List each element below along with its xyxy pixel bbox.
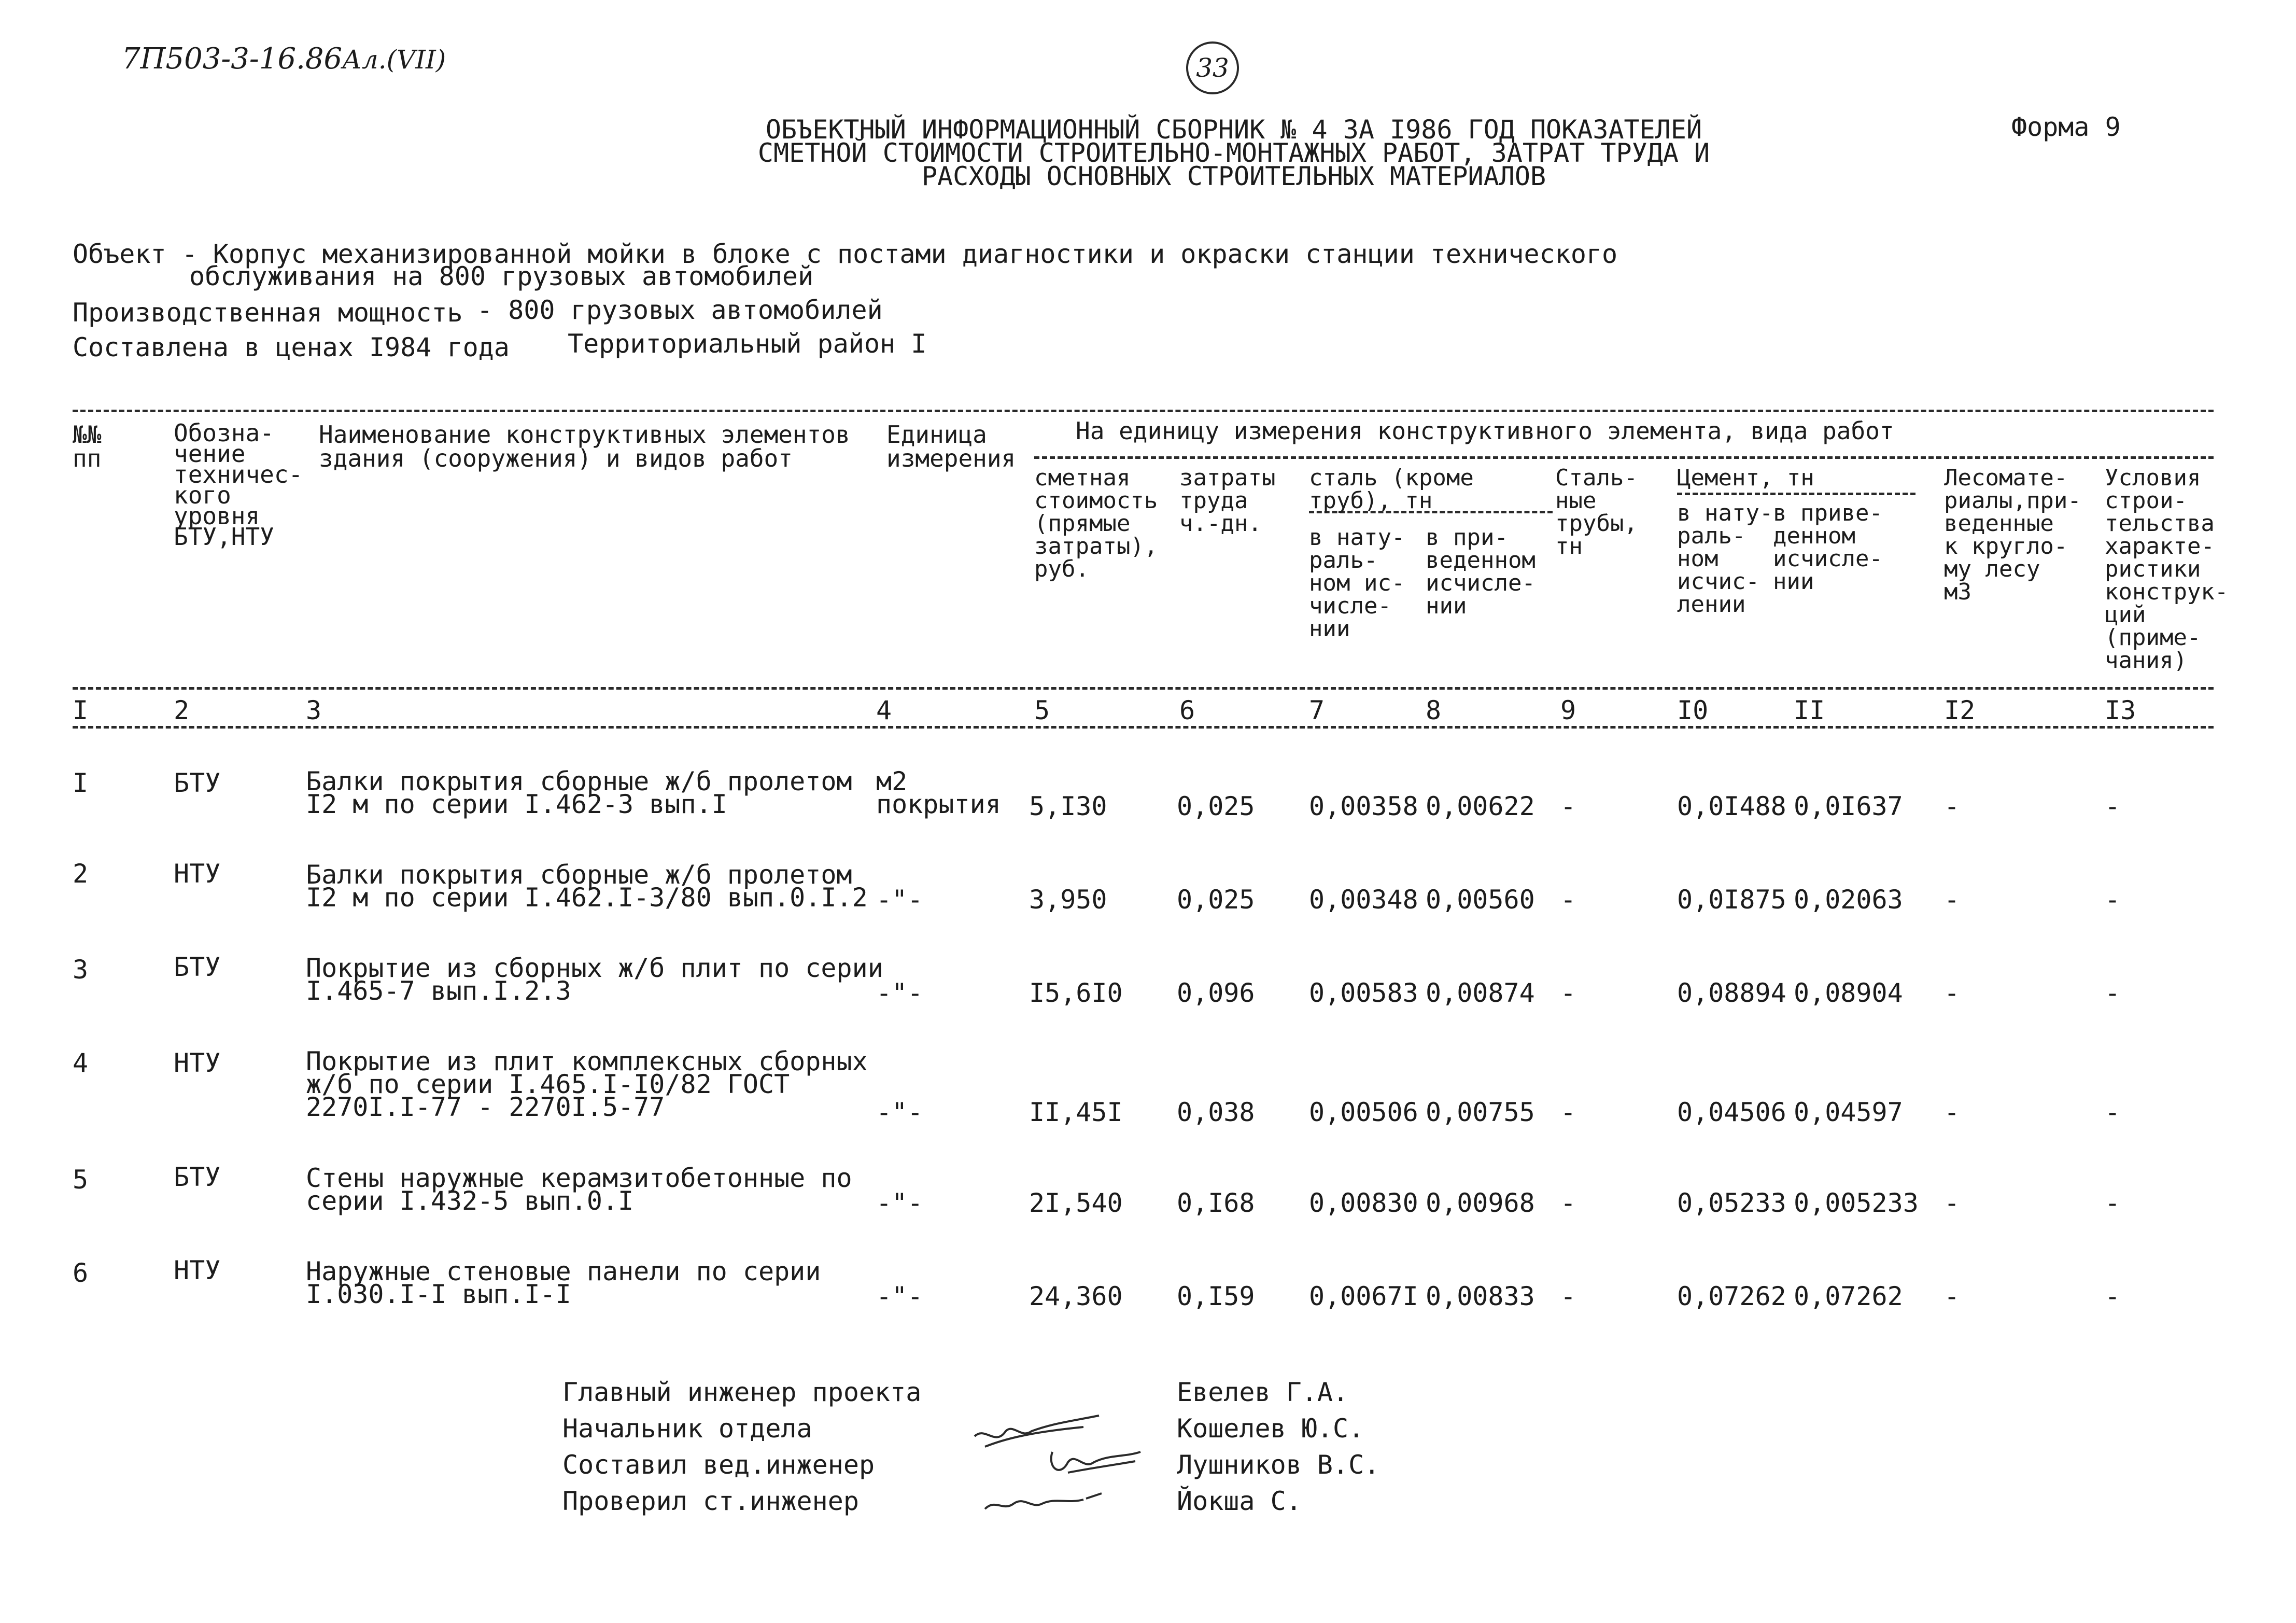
row-5-labor: 0,I68 bbox=[1177, 1188, 1255, 1218]
col-number-9: 9 bbox=[1560, 695, 1576, 725]
row-6-unit: -"- bbox=[876, 1281, 923, 1311]
row-5-steel-reduced: 0,00968 bbox=[1426, 1188, 1535, 1218]
row-6-level: НТУ bbox=[174, 1255, 221, 1285]
row-2-cement-natural: 0,0I875 bbox=[1677, 885, 1786, 915]
row-6-notes: - bbox=[2105, 1281, 2121, 1311]
row-4-timber: - bbox=[1944, 1097, 1960, 1127]
col-number-2: 2 bbox=[174, 695, 190, 725]
row-6-steel-reduced: 0,00833 bbox=[1426, 1281, 1535, 1311]
row-2-pipes: - bbox=[1560, 885, 1576, 915]
col-number-12: I2 bbox=[1944, 695, 1976, 725]
object-line-2: обслуживания на 800 грузовых автомобилей bbox=[189, 261, 814, 291]
row-3-cement-natural: 0,08894 bbox=[1677, 978, 1786, 1008]
sheet-label: Ал.(VII) bbox=[342, 45, 446, 75]
title-line-1: ОБЪЕКТНЫЙ ИНФОРМАЦИОННЫЙ СБОРНИК № 4 ЗА I986 ГОД ПОКАЗАТЕЛЕЙ bbox=[765, 115, 1702, 145]
row-4-name: Покрытие из плит комплексных сборных ж/б по серии I.465.I-I0/82 ГОСТ 2270I.I-77 - 2270I.5-77 bbox=[306, 1046, 868, 1122]
row-4-level: НТУ bbox=[174, 1048, 221, 1078]
row-6-labor: 0,I59 bbox=[1177, 1281, 1255, 1311]
signature-name-4: Йокша С. bbox=[1177, 1486, 1302, 1516]
header-col-10-11-top: Цемент, тн bbox=[1677, 465, 1814, 491]
row-1-cement-reduced: 0,0I637 bbox=[1794, 791, 1903, 821]
row-2-number: 2 bbox=[73, 859, 89, 889]
row-1-steel-natural: 0,00358 bbox=[1309, 791, 1418, 821]
col-number-11: II bbox=[1794, 695, 1825, 725]
header-col-2: Обозна- чение техничес- кого уровня БТУ,НТУ bbox=[174, 419, 303, 551]
row-6-cement-natural: 0,07262 bbox=[1677, 1281, 1786, 1311]
col-number-5: 5 bbox=[1034, 695, 1050, 725]
col-number-4: 4 bbox=[876, 695, 892, 725]
row-2-unit: -"- bbox=[876, 885, 923, 915]
row-5-level: БТУ bbox=[174, 1162, 221, 1192]
object-line-1: Объект - Корпус механизированной мойки в блоке с постами диагностики и окраски станции технического bbox=[73, 239, 1618, 269]
prices-label: Составлена в ценах I984 года bbox=[73, 332, 510, 362]
row-4-notes: - bbox=[2105, 1097, 2121, 1127]
header-col-3: Наименование конструктивных элементов здания (сооружения) и видов работ bbox=[319, 421, 850, 472]
row-4-cost: II,45I bbox=[1029, 1097, 1123, 1127]
header-col-8: в при- веденном исчисле- нии bbox=[1426, 524, 1536, 619]
row-3-level: БТУ bbox=[174, 952, 221, 982]
row-3-timber: - bbox=[1944, 978, 1960, 1008]
row-2-cement-reduced: 0,02063 bbox=[1794, 885, 1903, 915]
capacity-value: - 800 грузовых автомобилей bbox=[477, 295, 883, 325]
form-label: Форма 9 bbox=[2011, 112, 2121, 142]
header-col-6: затраты труда ч.-дн. bbox=[1179, 465, 1276, 537]
header-col-7: в нату- раль- ном ис- числе- нии bbox=[1309, 524, 1405, 642]
row-6-cost: 24,360 bbox=[1029, 1281, 1123, 1311]
handwritten-signatures bbox=[964, 1400, 1172, 1524]
row-2-labor: 0,025 bbox=[1177, 885, 1255, 915]
row-1-name: Балки покрытия сборные ж/б пролетом I2 м по серии I.462-3 вып.I bbox=[306, 766, 852, 819]
document-code: 7П503-3-16.86 bbox=[122, 42, 343, 76]
signature-stroke-2b bbox=[1068, 1461, 1135, 1473]
row-1-cement-natural: 0,0I488 bbox=[1677, 791, 1786, 821]
header-col-12: Лесомате- риалы,при- веденные к кругло- му лесу м3 bbox=[1944, 465, 2081, 605]
row-5-unit: -"- bbox=[876, 1188, 923, 1218]
row-2-timber: - bbox=[1944, 885, 1960, 915]
row-5-pipes: - bbox=[1560, 1188, 1576, 1218]
row-6-steel-natural: 0,0067I bbox=[1309, 1281, 1418, 1311]
col-number-1: I bbox=[73, 695, 89, 725]
colnum-bottom-rule bbox=[73, 726, 2214, 729]
title-line-2: СМЕТНОЙ СТОИМОСТИ СТРОИТЕЛЬНО-МОНТАЖНЫХ РАБОТ, ЗАТРАТ ТРУДА И bbox=[757, 138, 1710, 168]
col-number-3: 3 bbox=[306, 695, 322, 725]
header-col-7-8-top: сталь (кроме труб), тн bbox=[1309, 465, 1474, 514]
row-4-steel-reduced: 0,00755 bbox=[1426, 1097, 1535, 1127]
row-4-cement-reduced: 0,04597 bbox=[1794, 1097, 1903, 1127]
group-rule bbox=[1034, 456, 2214, 459]
row-4-number: 4 bbox=[73, 1048, 89, 1078]
row-5-cost: 2I,540 bbox=[1029, 1188, 1123, 1218]
row-3-cement-reduced: 0,08904 bbox=[1794, 978, 1903, 1008]
header-col-11: в приве- денном исчисле- нии bbox=[1773, 500, 1883, 595]
header-col-9: Сталь- ные трубы, тн bbox=[1555, 465, 1638, 559]
col-number-13: I3 bbox=[2105, 695, 2136, 725]
row-6-number: 6 bbox=[73, 1258, 89, 1288]
signature-stroke-3 bbox=[985, 1500, 1083, 1509]
row-3-notes: - bbox=[2105, 978, 2121, 1008]
row-4-labor: 0,038 bbox=[1177, 1097, 1255, 1127]
header-col-4: Единица измерения bbox=[886, 421, 1016, 472]
row-6-cement-reduced: 0,07262 bbox=[1794, 1281, 1903, 1311]
signature-role-1: Главный инженер проекта bbox=[562, 1377, 922, 1407]
row-1-timber: - bbox=[1944, 791, 1960, 821]
row-2-notes: - bbox=[2105, 885, 2121, 915]
row-3-cost: I5,6I0 bbox=[1029, 978, 1123, 1008]
row-4-steel-natural: 0,00506 bbox=[1309, 1097, 1418, 1127]
row-5-name: Стены наружные керамзитобетонные по серии I.432-5 вып.0.I bbox=[306, 1163, 852, 1216]
row-2-steel-reduced: 0,00560 bbox=[1426, 885, 1535, 915]
row-2-name: Балки покрытия сборные ж/б пролетом I2 м по серии I.462.I-3/80 вып.0.I.2 bbox=[306, 860, 868, 913]
row-6-pipes: - bbox=[1560, 1281, 1576, 1311]
row-2-level: НТУ bbox=[174, 859, 221, 889]
row-5-cement-reduced: 0,005233 bbox=[1794, 1188, 1919, 1218]
row-5-steel-natural: 0,00830 bbox=[1309, 1188, 1418, 1218]
signature-role-4: Проверил ст.инженер bbox=[562, 1486, 859, 1516]
row-1-pipes: - bbox=[1560, 791, 1576, 821]
row-3-number: 3 bbox=[73, 955, 89, 985]
table-top-rule bbox=[73, 410, 2214, 412]
header-col-13: Условия строи- тельства характе- ристики конструк- ций (приме- чания) bbox=[2105, 465, 2229, 674]
header-span-group: На единицу измерения конструктивного элемента, вида работ bbox=[1076, 417, 1894, 445]
row-3-labor: 0,096 bbox=[1177, 978, 1255, 1008]
page-number: 33 bbox=[1196, 53, 1229, 83]
header-bottom-rule bbox=[73, 687, 2214, 690]
row-3-name: Покрытие из сборных ж/б плит по серии I.465-7 вып.I.2.3 bbox=[306, 953, 883, 1006]
page-number-circle bbox=[1186, 41, 1239, 94]
row-2-cost: 3,950 bbox=[1029, 885, 1107, 915]
row-1-number: I bbox=[73, 768, 89, 798]
col-number-7: 7 bbox=[1309, 695, 1325, 725]
region-label: Территориальный район I bbox=[568, 329, 927, 359]
signature-name-1: Евелев Г.А. bbox=[1177, 1377, 1349, 1407]
signature-stroke-3b bbox=[1086, 1493, 1102, 1499]
cement-subrule bbox=[1677, 493, 1915, 495]
signature-role-2: Начальник отдела bbox=[562, 1414, 812, 1444]
row-1-steel-reduced: 0,00622 bbox=[1426, 791, 1535, 821]
header-col-1: №№ пп bbox=[73, 421, 102, 472]
header-col-5: сметная стоимость (прямые затраты), руб. bbox=[1034, 465, 1158, 582]
row-4-cement-natural: 0,04506 bbox=[1677, 1097, 1786, 1127]
row-5-notes: - bbox=[2105, 1188, 2121, 1218]
row-4-pipes: - bbox=[1560, 1097, 1576, 1127]
signature-role-3: Составил вед.инженер bbox=[562, 1450, 875, 1480]
header-col-10: в нату- раль- ном исчис- лении bbox=[1677, 500, 1773, 618]
row-3-steel-reduced: 0,00874 bbox=[1426, 978, 1535, 1008]
row-6-name: Наружные стеновые панели по серии I.030.I-I вып.I-I bbox=[306, 1256, 821, 1309]
capacity-label: Производственная мощность bbox=[73, 298, 463, 328]
row-1-cost: 5,I30 bbox=[1029, 791, 1107, 821]
row-3-unit: -"- bbox=[876, 978, 923, 1008]
row-5-number: 5 bbox=[73, 1165, 89, 1195]
row-1-labor: 0,025 bbox=[1177, 791, 1255, 821]
row-5-cement-natural: 0,05233 bbox=[1677, 1188, 1786, 1218]
row-1-unit: м2 покрытия bbox=[876, 766, 1001, 819]
row-1-level: БТУ bbox=[174, 768, 221, 798]
title-line-3: РАСХОДЫ ОСНОВНЫХ СТРОИТЕЛЬНЫХ МАТЕРИАЛОВ bbox=[921, 161, 1546, 191]
col-number-6: 6 bbox=[1179, 695, 1195, 725]
row-5-timber: - bbox=[1944, 1188, 1960, 1218]
row-3-pipes: - bbox=[1560, 978, 1576, 1008]
signature-name-2: Кошелев Ю.С. bbox=[1177, 1414, 1364, 1444]
col-number-10: I0 bbox=[1677, 695, 1709, 725]
row-2-steel-natural: 0,00348 bbox=[1309, 885, 1418, 915]
signature-name-3: Лушников В.С. bbox=[1177, 1450, 1380, 1480]
row-6-timber: - bbox=[1944, 1281, 1960, 1311]
col-number-8: 8 bbox=[1426, 695, 1442, 725]
row-3-steel-natural: 0,00583 bbox=[1309, 978, 1418, 1008]
row-4-unit: -"- bbox=[876, 1097, 923, 1127]
row-1-notes: - bbox=[2105, 791, 2121, 821]
